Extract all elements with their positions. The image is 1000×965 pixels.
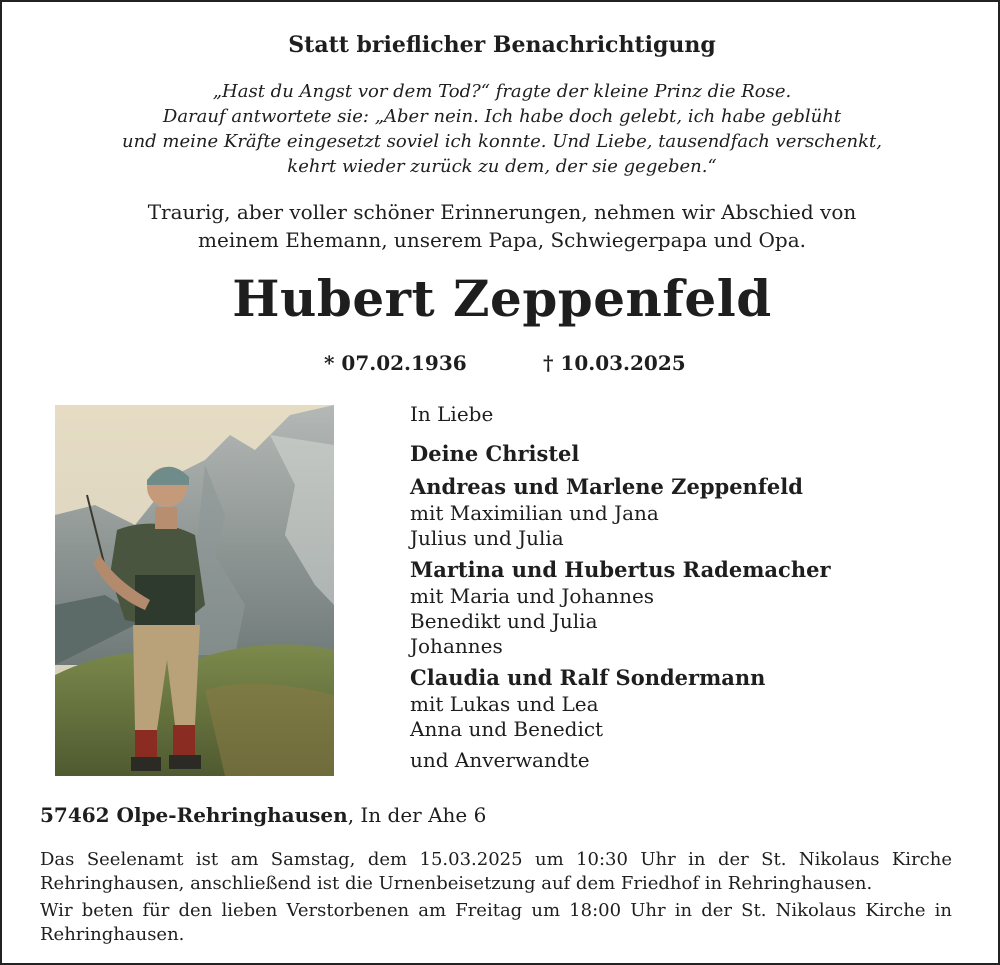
family-name: Andreas und Marlene Zeppenfeld <box>410 474 803 499</box>
family-name: Claudia und Ralf Sondermann <box>410 665 766 690</box>
portrait-photo <box>55 405 334 776</box>
quote-line: und meine Kräfte eingesetzt soviel ich konnte. Und Liebe, tausendfach verschenkt, <box>122 131 882 152</box>
survivors-opening: In Liebe <box>410 402 494 426</box>
notice-heading: Statt brieflicher Benachrichtigung <box>288 32 716 58</box>
intro-line: meinem Ehemann, unserem Papa, Schwiegerpapa und Opa. <box>198 228 806 252</box>
family-member: mit Maria und Johannes <box>410 584 655 608</box>
quote-line: kehrt wieder zurück zu dem, der sie gegeben.“ <box>287 156 717 177</box>
intro-line: Traurig, aber voller schöner Erinnerungen, nehmen wir Abschied von <box>147 200 857 224</box>
death-date: † 10.03.2025 <box>543 351 686 375</box>
family-member: Anna und Benedict <box>410 717 604 741</box>
family-member: mit Lukas und Lea <box>410 692 599 716</box>
family-member: Johannes <box>410 634 503 658</box>
quote-line: Darauf antwortete sie: „Aber nein. Ich habe doch gelebt, ich habe geblüht <box>162 106 842 127</box>
quote-line: „Hast du Angst vor dem Tod?“ fragte der kleine Prinz die Rose. <box>212 81 792 102</box>
survivors-list <box>410 402 970 773</box>
requiem-notice: Das Seelenamt ist am Samstag, dem 15.03.2025 um 10:30 Uhr in der St. Nikolaus Kirche Rehringhausen, anschließend ist die Urnenbeisetzung auf dem Friedhof in Rehringhausen. <box>40 849 952 894</box>
spouse-name: Deine Christel <box>410 441 580 466</box>
survivors-closing: und Anverwandte <box>410 748 590 772</box>
farewell-intro <box>2 198 1000 254</box>
prayer-notice: Wir beten für den lieben Verstorbenen am Freitag um 18:00 Uhr in der St. Nikolaus Kirche in Rehringhausen. <box>40 900 952 945</box>
little-prince-quote <box>2 79 1000 179</box>
family-member: Benedikt und Julia <box>410 609 598 633</box>
birth-date: * 07.02.1936 <box>324 351 467 375</box>
address-postal-city: 57462 Olpe-Rehringhausen <box>40 803 348 827</box>
mourning-address <box>40 803 486 827</box>
mountaineer-photo-illustration <box>55 405 334 776</box>
address-street: , In der Ahe 6 <box>347 803 487 827</box>
family-member: mit Maximilian und Jana <box>410 501 659 525</box>
deceased-name: Hubert Zeppenfeld <box>232 269 772 328</box>
family-name: Martina und Hubertus Rademacher <box>410 557 831 582</box>
family-member: Julius und Julia <box>410 526 564 550</box>
